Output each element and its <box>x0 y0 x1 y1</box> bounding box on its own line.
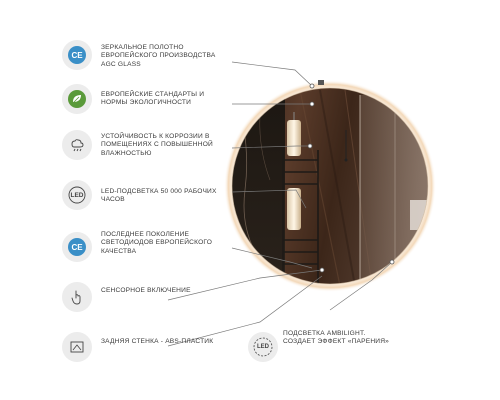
leaf-icon <box>67 89 87 109</box>
feature-text-sensor: СЕНСОРНОЕ ВКЛЮЧЕНИЕ <box>101 287 191 294</box>
ce-mark-icon <box>67 237 87 257</box>
back-panel-icon <box>67 337 87 357</box>
led-badge-label: LED <box>70 191 84 199</box>
feature-icon-corrosion <box>62 130 92 160</box>
feature-icon-diodes <box>62 232 92 262</box>
feature-icon-eco <box>62 84 92 114</box>
feature-icon-led <box>62 180 92 210</box>
feature-text-back: ЗАДНЯЯ СТЕНКА - ABS-ПЛАСТИК <box>101 338 214 345</box>
touch-hand-icon <box>67 287 87 307</box>
feature-text-diodes: ПОСЛЕДНЕЕ ПОКОЛЕНИЕ СВЕТОДИОДОВ ЕВРОПЕЙСКОГО КАЧЕСТВА <box>101 231 213 255</box>
svg-text:CE: CE <box>71 51 83 60</box>
feature-icon-back <box>62 332 92 362</box>
svg-text:CE: CE <box>71 243 83 252</box>
feature-text-corrosion: УСТОЙЧИВОСТЬ К КОРРОЗИИ В ПОМЕЩЕНИЯХ С ПОВЫШЕННОЙ ВЛАЖНОСТЬЮ <box>101 133 213 157</box>
feature-text-ce-glass: ЗЕРКАЛЬНОЕ ПОЛОТНО ЕВРОПЕЙСКОГО ПРОИЗВОДСТВА AGC GLASS <box>101 44 216 68</box>
feature-icon-sensor <box>62 282 92 312</box>
feature-icon-ce-glass <box>62 40 92 70</box>
moisture-icon <box>67 135 87 155</box>
feature-icon-ambilight <box>248 332 278 362</box>
feature-text-ambilight: ПОДСВЕТКА AMBILIGHT. СОЗДАЕТ ЭФФЕКТ «ПАРЕНИЯ» <box>283 330 390 346</box>
ce-mark-icon <box>67 45 87 65</box>
feature-text-led: LED-ПОДСВЕТКА 50 000 РАБОЧИХ ЧАСОВ <box>101 188 217 204</box>
led-glow-label: LED <box>257 344 269 350</box>
feature-text-eco: ЕВРОПЕЙСКИЕ СТАНДАРТЫ И НОРМЫ ЭКОЛОГИЧНОСТИ <box>101 91 205 107</box>
